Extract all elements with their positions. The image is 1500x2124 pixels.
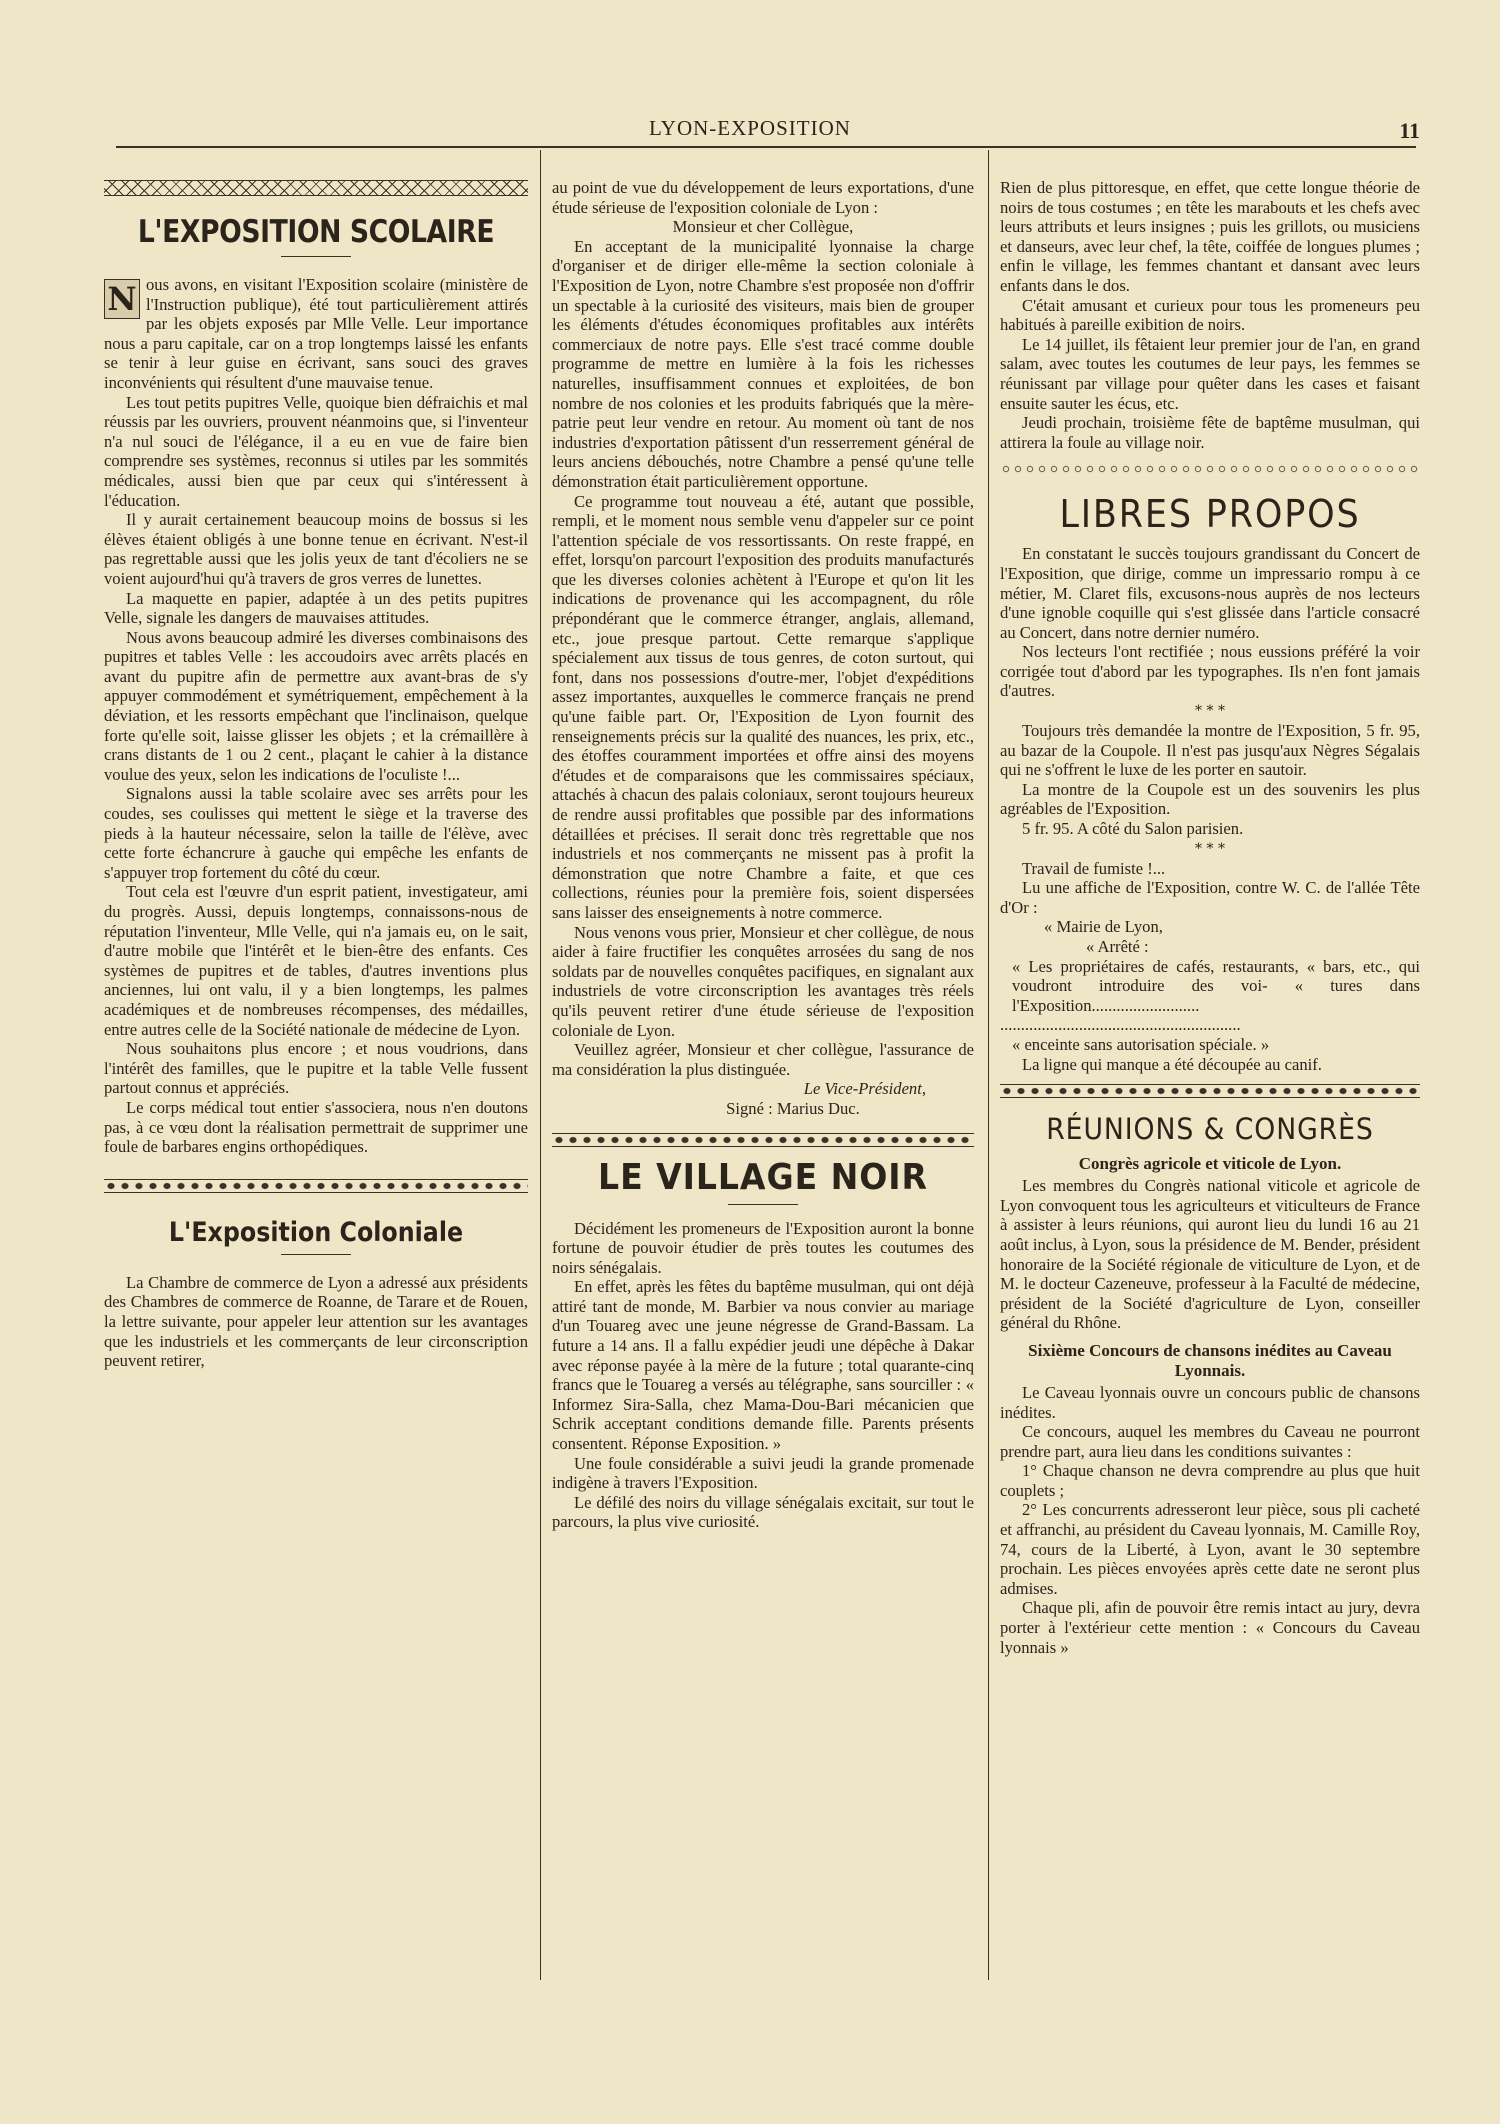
paragraph: Veuillez agréer, Monsieur et cher collègue, l'assurance de ma considération la plus distinguée.	[552, 1040, 974, 1079]
quote-line: ..........................................................	[1000, 1015, 1241, 1035]
paragraph: Jeudi prochain, troisième fête de baptême musulman, qui attirera la foule au village noir.	[1000, 413, 1420, 452]
column-1	[104, 152, 528, 1982]
paragraph: C'était amusant et curieux pour tous les promeneurs peu habitués à pareille exibition de noirs.	[1000, 295, 1420, 335]
title-underline	[281, 1254, 351, 1255]
ornament-border	[104, 180, 528, 196]
article-coloniale-continued	[552, 178, 974, 1119]
page-number: 11	[1399, 118, 1420, 143]
paragraph: Décidément les promeneurs de l'Exposition auront la bonne fortune de pouvoir étudier de près toutes les coutumes des noirs sénégalais.	[552, 1218, 974, 1277]
letter-salutation: Monsieur et cher Collègue,	[672, 217, 854, 237]
subheading: Congrès agricole et viticole de Lyon.	[1078, 1154, 1342, 1174]
paragraph: Toujours très demandée la montre de l'Exposition, 5 fr. 95, au bazar de la Coupole. Il n'est pas jusqu'aux Nègres Ségalais qui ne s'offrent le luxe de les porter en sautoir.	[1000, 721, 1420, 780]
article-village	[552, 1219, 974, 1533]
column-3	[1000, 152, 1420, 1982]
paragraph: Une foule considérable a suivi jeudi la grande promenade indigène à travers l'Exposition.	[552, 1453, 974, 1493]
article-title-reunions: RÉUNIONS & CONGRÈS	[1046, 1112, 1374, 1147]
article-title-libres-propos: LIBRES PROPOS	[1059, 492, 1361, 537]
paragraph: Chaque pli, afin de pouvoir être remis intact au jury, devra porter à l'extérieur cette mention : « Concours du Caveau lyonnais »	[1000, 1598, 1420, 1657]
article-scolaire	[104, 275, 528, 1157]
separator-stars: * * *	[1195, 840, 1225, 857]
paragraph: La Chambre de commerce de Lyon a adressé aux présidents des Chambres de commerce de Roanne, de Tarare et de Rouen, la lettre suivante, pour appeler leur attention sur les avantages que les industriels et les commerçants de leur circonscription peuvent retirer,	[104, 1272, 528, 1371]
paragraph: 2° Les concurrents adresseront leur pièce, sous pli cacheté et affranchi, au président du Caveau lyonnais, M. Camille Roy, 74, cours de la Liberté, à Lyon, avant le 30 septembre prochain. Les pièces envoyées après cette date ne seront plus admises.	[1000, 1500, 1420, 1598]
paragraph: Nos lecteurs l'ont rectifiée ; nous eussions préféré la voir corrigée tout d'abord par les typographes. Ils n'en font jamais d'autres.	[1000, 642, 1420, 701]
quote-line: « Les propriétaires de cafés, restaurants, « bars, etc., qui voudront introduire des voi- « tures dans l'Exposition..........................	[1012, 956, 1420, 1015]
paragraph: au point de vue du développement de leurs exportations, d'une étude sérieuse de l'exposition coloniale de Lyon :	[552, 178, 974, 217]
paragraph: Tout cela est l'œuvre d'un esprit patient, investigateur, ami du progrès. Aussi, depuis longtemps, connaissons-nous de réputation l'inventeur, Mlle Velle, qui n'a jamais eu, on le sait, d'autre mobile que l'intérêt et le bien-être des enfants. Ces systèmes de pupitres et de tables, d'autres inventions plus anciennes, lui ont valu, il y a bien longtemps, les palmes académiques et de nombreuses récompenses, des médailles, entre autres celle de la Société nationale de médecine de Lyon.	[104, 882, 528, 1039]
article-village-continued	[1000, 178, 1420, 452]
signature-title: Le Vice-Président,	[803, 1079, 926, 1099]
signature-name: Signé : Marius Duc.	[726, 1098, 860, 1118]
column-divider-2	[988, 150, 989, 1980]
paragraph: 5 fr. 95. A côté du Salon parisien.	[1022, 819, 1244, 839]
header-rule	[116, 146, 1416, 148]
paragraph: Le Caveau lyonnais ouvre un concours public de chansons inédites.	[1000, 1382, 1420, 1422]
ornament-border	[1000, 464, 1420, 474]
paragraph: Ce concours, auquel les membres du Caveau ne pourront prendre part, aura lieu dans les conditions suivantes :	[1000, 1422, 1420, 1461]
title-underline	[728, 1204, 798, 1205]
paragraph: ous avons, en visitant l'Exposition scolaire (ministère de l'Instruction publique), été tout particulièrement attirés par les objets exposés par Mlle Velle. Leur importance nous a paru capitale, car on a trop longtemps laissé les enfants se tenir à leur guise en écrivant, sans souci des graves inconvénients qui résultent d'une mauvaise tenue.	[104, 275, 528, 392]
paragraph: Les membres du Congrès national viticole et agricole de Lyon convoquent tous les agriculteurs et viticulteurs de France à assister à leurs réunions, qui auront lieu du lundi 16 au 21 août inclus, à Lyon, sous la présidence de M. Bender, président honoraire de la Société régionale de viticulture de Lyon, et de M. le docteur Cazeneuve, professeur à la Faculté de médecine, président de la Société d'agriculture de Lyon, conseiller général du Rhône.	[1000, 1176, 1420, 1333]
paragraph: Les tout petits pupitres Velle, quoique bien défraichis et mal réussis par les ouvriers, prouvent néanmoins que, si l'inventeur n'a nul souci de l'élégance, il a eu en vue de faire bien comprendre ses systèmes, reconnus si utiles par les sommités médicales, aussi bien que par ceux qui s'intéressent à l'éducation.	[104, 392, 528, 510]
paragraph: Ce programme tout nouveau a été, autant que possible, rempli, et le moment nous semble venu d'appeler sur ce point l'attention spéciale de vos ressortissants. On reste frappé, en effet, lorsqu'on parcourt l'exposition des produits manufacturés que les diverses colonies achètent à l'Europe et qu'on lit les indications de provenance qui les accompagnent, du rôle prépondérant que le commerce étranger, anglais, allemand, etc., joue presque partout. Cette remarque s'applique spécialement aux tissus de tous genres, de coton surtout, qui font, dans nos possessions d'outre-mer, l'objet d'expéditions assez importantes, auxquelles le commerce français ne prend qu'une faible part. Or, l'Exposition de Lyon fournit des renseignements précis sur la qualité des nuances, les prix, etc., des étoffes couramment importées et offre ainsi des moyens d'études et de comparaisons que les commissaires spéciaux, attachés à chacun des palais coloniaux, seront toujours heureux de rendre aussi profitables que possible par des informations détaillées et précises. Il serait donc très regrettable que nos industriels et nos commerçants ne missent pas à profit la démonstration que notre Chambre a faite, et que ces collections, réunies pour la première fois, soient dispersées sans laisser des enseignements à notre commerce.	[552, 491, 974, 922]
ornament-border	[1000, 1084, 1420, 1098]
ornament-border	[104, 1179, 528, 1193]
quote-line: « Mairie de Lyon,	[1044, 917, 1163, 937]
separator-stars: * * *	[1195, 703, 1225, 720]
column-divider-1	[540, 150, 541, 1980]
paragraph: En effet, après les fêtes du baptême musulman, qui ont déjà attiré tant de monde, M. Barbier va nous convier au mariage d'un Touareg avec une jeune négresse de Grand-Bassam. La future a 14 ans. Il a fallu expédier jeudi une dépêche à Dakar avec réponse payée à la mère de la future ; total quarante-cinq francs que le Touareg a versés au télégraphe, sans sourciller : « Informez Sira-Salla, chez Mama-Dou-Bari mécanicien que Schrik acceptant conditions demande fille. Parents présents consentent. Réponse Exposition. »	[552, 1277, 974, 1454]
paragraph: En constatant le succès toujours grandissant du Concert de l'Exposition, que dirige, comme un impressario rompu à ce métier, M. Claret fils, excusons-nous auprès de nos lecteurs d'une ignoble coquille qui s'est glissée dans l'article consacré au Concert, dans notre dernier numéro.	[1000, 544, 1420, 642]
paragraph: 1° Chaque chanson ne devra comprendre au plus que huit couplets ;	[1000, 1461, 1420, 1500]
paragraph: Nous avons beaucoup admiré les diverses combinaisons des pupitres et tables Velle : les accoudoirs avec arrêts placés en avant du pupitre afin de permettre aux avant-bras de s'y appuyer commodément et symétriquement, empêchement à la déviation, et les ressorts empêchant que l'inclinaison, quelque forte qu'elle soit, laisse glisser les objets ; et la crémaillère à crans distants de 1 ou 2 cent., plaçant le cahier à la distance voulue des yeux, selon les indications de l'oculiste !...	[104, 627, 528, 784]
subheading: Sixième Concours de chansons inédites au Caveau Lyonnais.	[1028, 1340, 1392, 1380]
paragraph: Il y aurait certainement beaucoup moins de bossus si les élèves étaient obligés à une bonne tenue en écrivant. N'est-il pas regrettable aussi que les jolis yeux de tant d'écoliers ne se voient aujourd'hui qu'à travers de gros verres de lunettes.	[104, 510, 528, 588]
article-title-scolaire: L'EXPOSITION SCOLAIRE	[137, 214, 495, 250]
paragraph: Nous souhaitons plus encore ; et nous voudrions, dans l'intérêt des familles, que le pupitre et la table Velle fussent partout connus et appréciés.	[104, 1039, 528, 1098]
paragraph: Le corps médical tout entier s'associera, nous n'en doutons pas, à ce vœu dont la réalisation permettrait de supprimer une foule de barbares engins orthopédiques.	[104, 1097, 528, 1157]
article-reunions	[1000, 1154, 1420, 1657]
paragraph: Signalons aussi la table scolaire avec ses arrêts pour les coudes, ses coulisses qui mettent le siège et la traverse des pieds à la hauteur nécessaire, selon la taille de l'élève, avec cette forte échancrure à gauche qui empêche les enfants de s'appuyer trop fortement du côté du cœur.	[104, 784, 528, 882]
paragraph: Le défilé des noirs du village sénégalais excitait, sur tout le parcours, la plus vive curiosité.	[552, 1492, 974, 1532]
paragraph: Rien de plus pittoresque, en effet, que cette longue théorie de noirs de tous costumes ; en tête les marabouts et les chefs avec leurs attributs et leurs insignes ; puis les grillots, ou musiciens et danseurs, avec leur chef, la tête, coiffée de longues plumes ; enfin le village, les femmes chantant et dansant avec leurs enfants dans le dos.	[1000, 178, 1420, 295]
quote-line: « enceinte sans autorisation spéciale. »	[1012, 1034, 1270, 1054]
paragraph: Le 14 juillet, ils fêtaient leur premier jour de l'an, en grand salam, avec toutes les coutumes de leur pays, les femmes se réunissant par village pour quêter dans les cases et faisant ensuite sauter les écus, etc.	[1000, 334, 1420, 413]
dropcap-letter: N	[104, 279, 140, 319]
article-title-village: LE VILLAGE NOIR	[598, 1156, 928, 1198]
paragraph: Travail de fumiste !...	[1022, 858, 1166, 878]
article-libres-propos	[1000, 544, 1420, 1074]
ornament-border	[552, 1133, 974, 1147]
paragraph: Lu une affiche de l'Exposition, contre W. C. de l'allée Tête d'Or :	[1000, 878, 1420, 917]
masthead-title: LYON-EXPOSITION	[649, 116, 851, 140]
title-underline	[281, 256, 351, 257]
paragraph: La maquette en papier, adaptée à un des petits pupitres Velle, signale les dangers de mauvaises attitudes.	[104, 588, 528, 628]
paragraph: La ligne qui manque a été découpée au canif.	[1022, 1054, 1322, 1074]
paragraph: La montre de la Coupole est un des souvenirs les plus agréables de l'Exposition.	[1000, 779, 1420, 819]
paragraph: Nous venons vous prier, Monsieur et cher collègue, de nous aider à faire fructifier les conquêtes arrosées du sang de nos soldats par de nouvelles conquêtes pacifiques, en signalant aux industriels de votre circonscription les avantages très réels qu'ils peuvent retirer d'une étude sérieuse de l'exposition coloniale de Lyon.	[552, 922, 974, 1040]
quote-line: « Arrêté :	[1086, 937, 1149, 956]
column-2	[552, 152, 974, 1982]
article-title-coloniale: L'Exposition Coloniale	[168, 1216, 464, 1248]
paragraph: En acceptant de la municipalité lyonnaise la charge d'organiser et de diriger elle-même la section coloniale à l'Exposition de Lyon, notre Chambre s'est proposée non d'offrir un spectable à la curiosité des visiteurs, mais bien de grouper les éléments d'études économiques profitables aux intérêts commerciaux de notre pays. Elle s'est tracé comme double programme de mettre en lumière à la fois les richesses naturelles, insuffisamment connues et exploitées, de bon nombre de nos colonies et les produits fabriqués que la mère-patrie peut leur vendre en retour. Au moment où tant de nos industries d'exportation pâtissent d'un resserrement général de leurs anciens débouchés, notre Chambre a pensé qu'une telle démonstration était particulièrement opportune.	[552, 236, 974, 491]
